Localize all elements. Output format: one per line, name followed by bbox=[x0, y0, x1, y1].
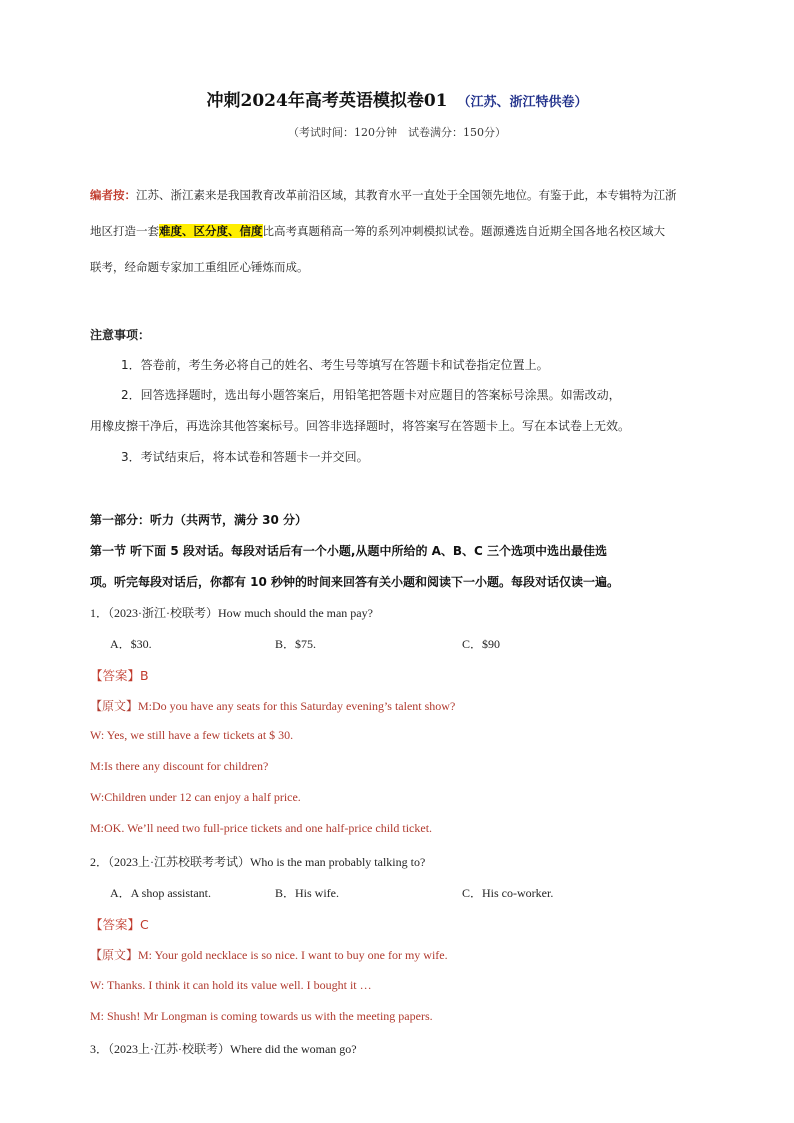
exam-info: （考试时间：120分钟 试卷满分：150分） bbox=[288, 126, 506, 139]
notice-item-2a: 2．回答选择题时，选出每小题答案后，用铅笔把答题卡对应题目的答案标号涂黑。如需改动， bbox=[121, 388, 621, 402]
editor-note-text-1: 江苏、浙江素来是我国教育改革前沿区域，其教育水平一直处于全国领先地位。有鉴于此，本专辑特为江浙 bbox=[136, 188, 677, 202]
question-2-script-line-1 bbox=[90, 946, 448, 963]
question-2-script-tag: 【原文】 bbox=[90, 948, 139, 962]
question-2-script-text-1: M: Your gold necklace is so nice. I want to buy one for my wife. bbox=[138, 948, 448, 962]
editor-note-text-2b: 比高考真题稍高一筹的系列冲刺模拟试卷。题源遴选自近期全国各地名校区域大 bbox=[262, 224, 665, 238]
question-1-script-tag: 【原文】 bbox=[90, 699, 139, 713]
question-2-script-line-3: M: Shush! Mr Longman is coming towards us with the meeting papers. bbox=[90, 1009, 433, 1023]
question-2-answer: 【答案】C bbox=[90, 917, 149, 932]
question-1-stem: 1．（2023·浙江·校联考）How much should the man pay? bbox=[90, 606, 373, 620]
question-1-script-line-3: M:Is there any discount for children? bbox=[90, 759, 269, 773]
question-2-option-a: A．A shop assistant. bbox=[110, 886, 212, 900]
question-2-option-b: B．His wife. bbox=[275, 886, 339, 900]
title-text: 冲刺2024年高考英语模拟卷01 bbox=[206, 91, 448, 111]
editor-note-line-2 bbox=[90, 223, 710, 239]
editor-note-label: 编者按： bbox=[90, 188, 136, 202]
question-1-script-line-5: M:OK. We’ll need two full-price tickets and one half-price child ticket. bbox=[90, 821, 433, 835]
notice-item-3: 3．考试结束后，将本试卷和答题卡一并交回。 bbox=[121, 450, 369, 464]
part-one-heading: 第一部分：听力（共两节，满分 30 分） bbox=[90, 513, 308, 527]
editor-note-line-1 bbox=[90, 187, 710, 203]
question-1-option-a: A．$30. bbox=[110, 637, 152, 651]
question-3-stem: 3．（2023上·江苏·校联考）Where did the woman go? bbox=[90, 1042, 357, 1056]
question-1-script-line-2: W: Yes, we still have a few tickets at $ 30. bbox=[90, 728, 294, 742]
editor-note-highlight: 难度、区分度、信度 bbox=[159, 224, 263, 238]
notice-item-2b: 用橡皮擦干净后，再选涂其他答案标号。回答非选择题时，将答案写在答题卡上。写在本试卷上无效。 bbox=[90, 419, 631, 433]
question-1-option-c: C．$90 bbox=[462, 637, 501, 651]
question-1-answer: 【答案】B bbox=[90, 668, 149, 683]
question-2-script-line-2: W: Thanks. I think it can hold its value well. I bought it … bbox=[90, 978, 372, 992]
section-one-instructions-1: 第一节 听下面 5 段对话。每段对话后有一个小题,从题中所给的 A、B、C 三个选项中选出最佳选 bbox=[90, 544, 608, 558]
notice-item-1: 1．答卷前，考生务必将自己的姓名、考生号等填写在答题卡和试卷指定位置上。 bbox=[121, 358, 549, 372]
question-2-stem: 2．（2023上·江苏校联考考试）Who is the man probably talking to? bbox=[90, 855, 426, 869]
question-1-option-b: B．$75. bbox=[275, 637, 317, 651]
section-one-instructions-2: 项。听完每段对话后，你都有 10 秒钟的时间来回答有关小题和阅读下一小题。每段对话仅读一遍。 bbox=[90, 575, 620, 589]
notice-title: 注意事项： bbox=[90, 328, 151, 342]
question-2-option-c: C．His co-worker. bbox=[462, 886, 554, 900]
question-1-script-line-1 bbox=[90, 697, 455, 714]
page-title bbox=[0, 86, 794, 111]
editor-note-line-3: 联考，经命题专家加工重组匠心锤炼而成。 bbox=[90, 260, 309, 274]
question-1-script-line-4: W:Children under 12 can enjoy a half price. bbox=[90, 790, 301, 804]
title-subtitle: （江苏、浙江特供卷） bbox=[457, 95, 588, 110]
editor-note-text-2a: 地区打造一套 bbox=[90, 224, 159, 238]
question-1-script-text-1: M:Do you have any seats for this Saturday evening’s talent show? bbox=[138, 699, 456, 713]
